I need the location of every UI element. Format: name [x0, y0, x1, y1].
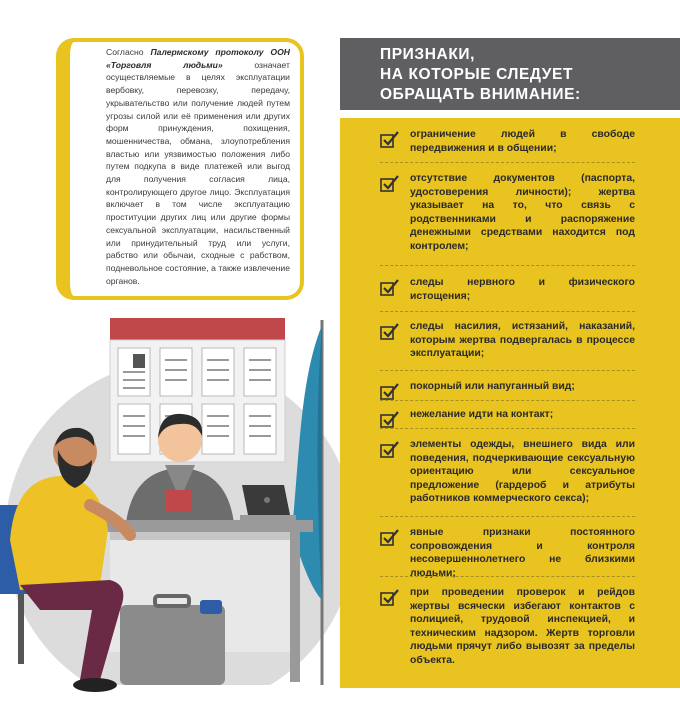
office-interview-illustration: [0, 300, 340, 700]
signs-title-line-1: ПРИЗНАКИ,: [380, 46, 476, 63]
divider: [380, 265, 635, 266]
board-header: [110, 318, 285, 340]
divider: [380, 428, 635, 429]
checkbox-icon: [380, 588, 400, 606]
divider: [380, 162, 635, 163]
definition-text: Согласно Палермскому протоколу ООН «Торговля людьми» означает осуществляемые в целях эксплуатации вербовку, перевозку, передачу, укрывательство или получение людей путем угрозы силой или её применения или других форм принуждения, похищения, мошенничества, обмана, злоупотребления властью или уязвимостью положения либо путем подкупа в виде платежей или выгод для получения согласия лица, контролирующего другое лицо. Эксплуатация включает в том числе эксплуатацию проституции других лиц или другие формы сексуальной эксплуатации, насильственный или принудительный труд или услуги, рабство или обычаи, сходные с рабством, подневольное состояние, а также извлечение органов.: [106, 47, 291, 286]
checkbox-icon: [380, 528, 400, 546]
divider: [380, 576, 635, 577]
checkbox-icon: [380, 278, 400, 296]
suitcase: [120, 605, 225, 685]
checkbox-icon: [380, 440, 400, 458]
divider: [380, 516, 635, 517]
checkbox-icon: [380, 410, 400, 428]
checkbox-icon: [380, 382, 400, 400]
checkbox-icon: [380, 130, 400, 148]
signs-header: [340, 38, 680, 110]
signs-title-line-3: ОБРАЩАТЬ ВНИМАНИЕ:: [380, 86, 581, 103]
divider: [380, 311, 635, 312]
divider: [380, 400, 635, 401]
protocol-name: Палермскому протоколу ООН «Торговля людьми»: [106, 47, 291, 70]
checkbox-icon: [380, 174, 400, 192]
definition-quote-box: [56, 38, 304, 300]
signs-title-line-2: НА КОТОРЫЕ СЛЕДУЕТ: [380, 66, 574, 83]
divider: [380, 370, 635, 371]
signs-list-panel: ограничение людей в свободе передвижения и в общении; отсутствие документов (паспорта, удостоверения личности); жертва указывает на то, что связь с родственниками и распоряжение денежными средствами находится под контролем; следы нервного и физического истощения; следы насилия, истязаний, наказаний, которым жертва подвергалась в процессе эксплуатации; покорный или напуганный вид; нежелание идти на контакт; элементы одежды, внешнего вида или поведения, подчеркивающие сексуальную ориентацию или сексуальное предложение (гардероб и атрибуты работников коммерческого секса); явные признаки постоянного сопровождения и контроля несовершеннолетнего не близкими людьми; при проведении проверок и рейдов жертвы всячески избегают контактов с полицией, трудовой инспекцией, и техническим надзором. Жертв торговли людьми прячут либо вывозят за пределы объекта.: [340, 118, 680, 688]
checkbox-icon: [380, 322, 400, 340]
